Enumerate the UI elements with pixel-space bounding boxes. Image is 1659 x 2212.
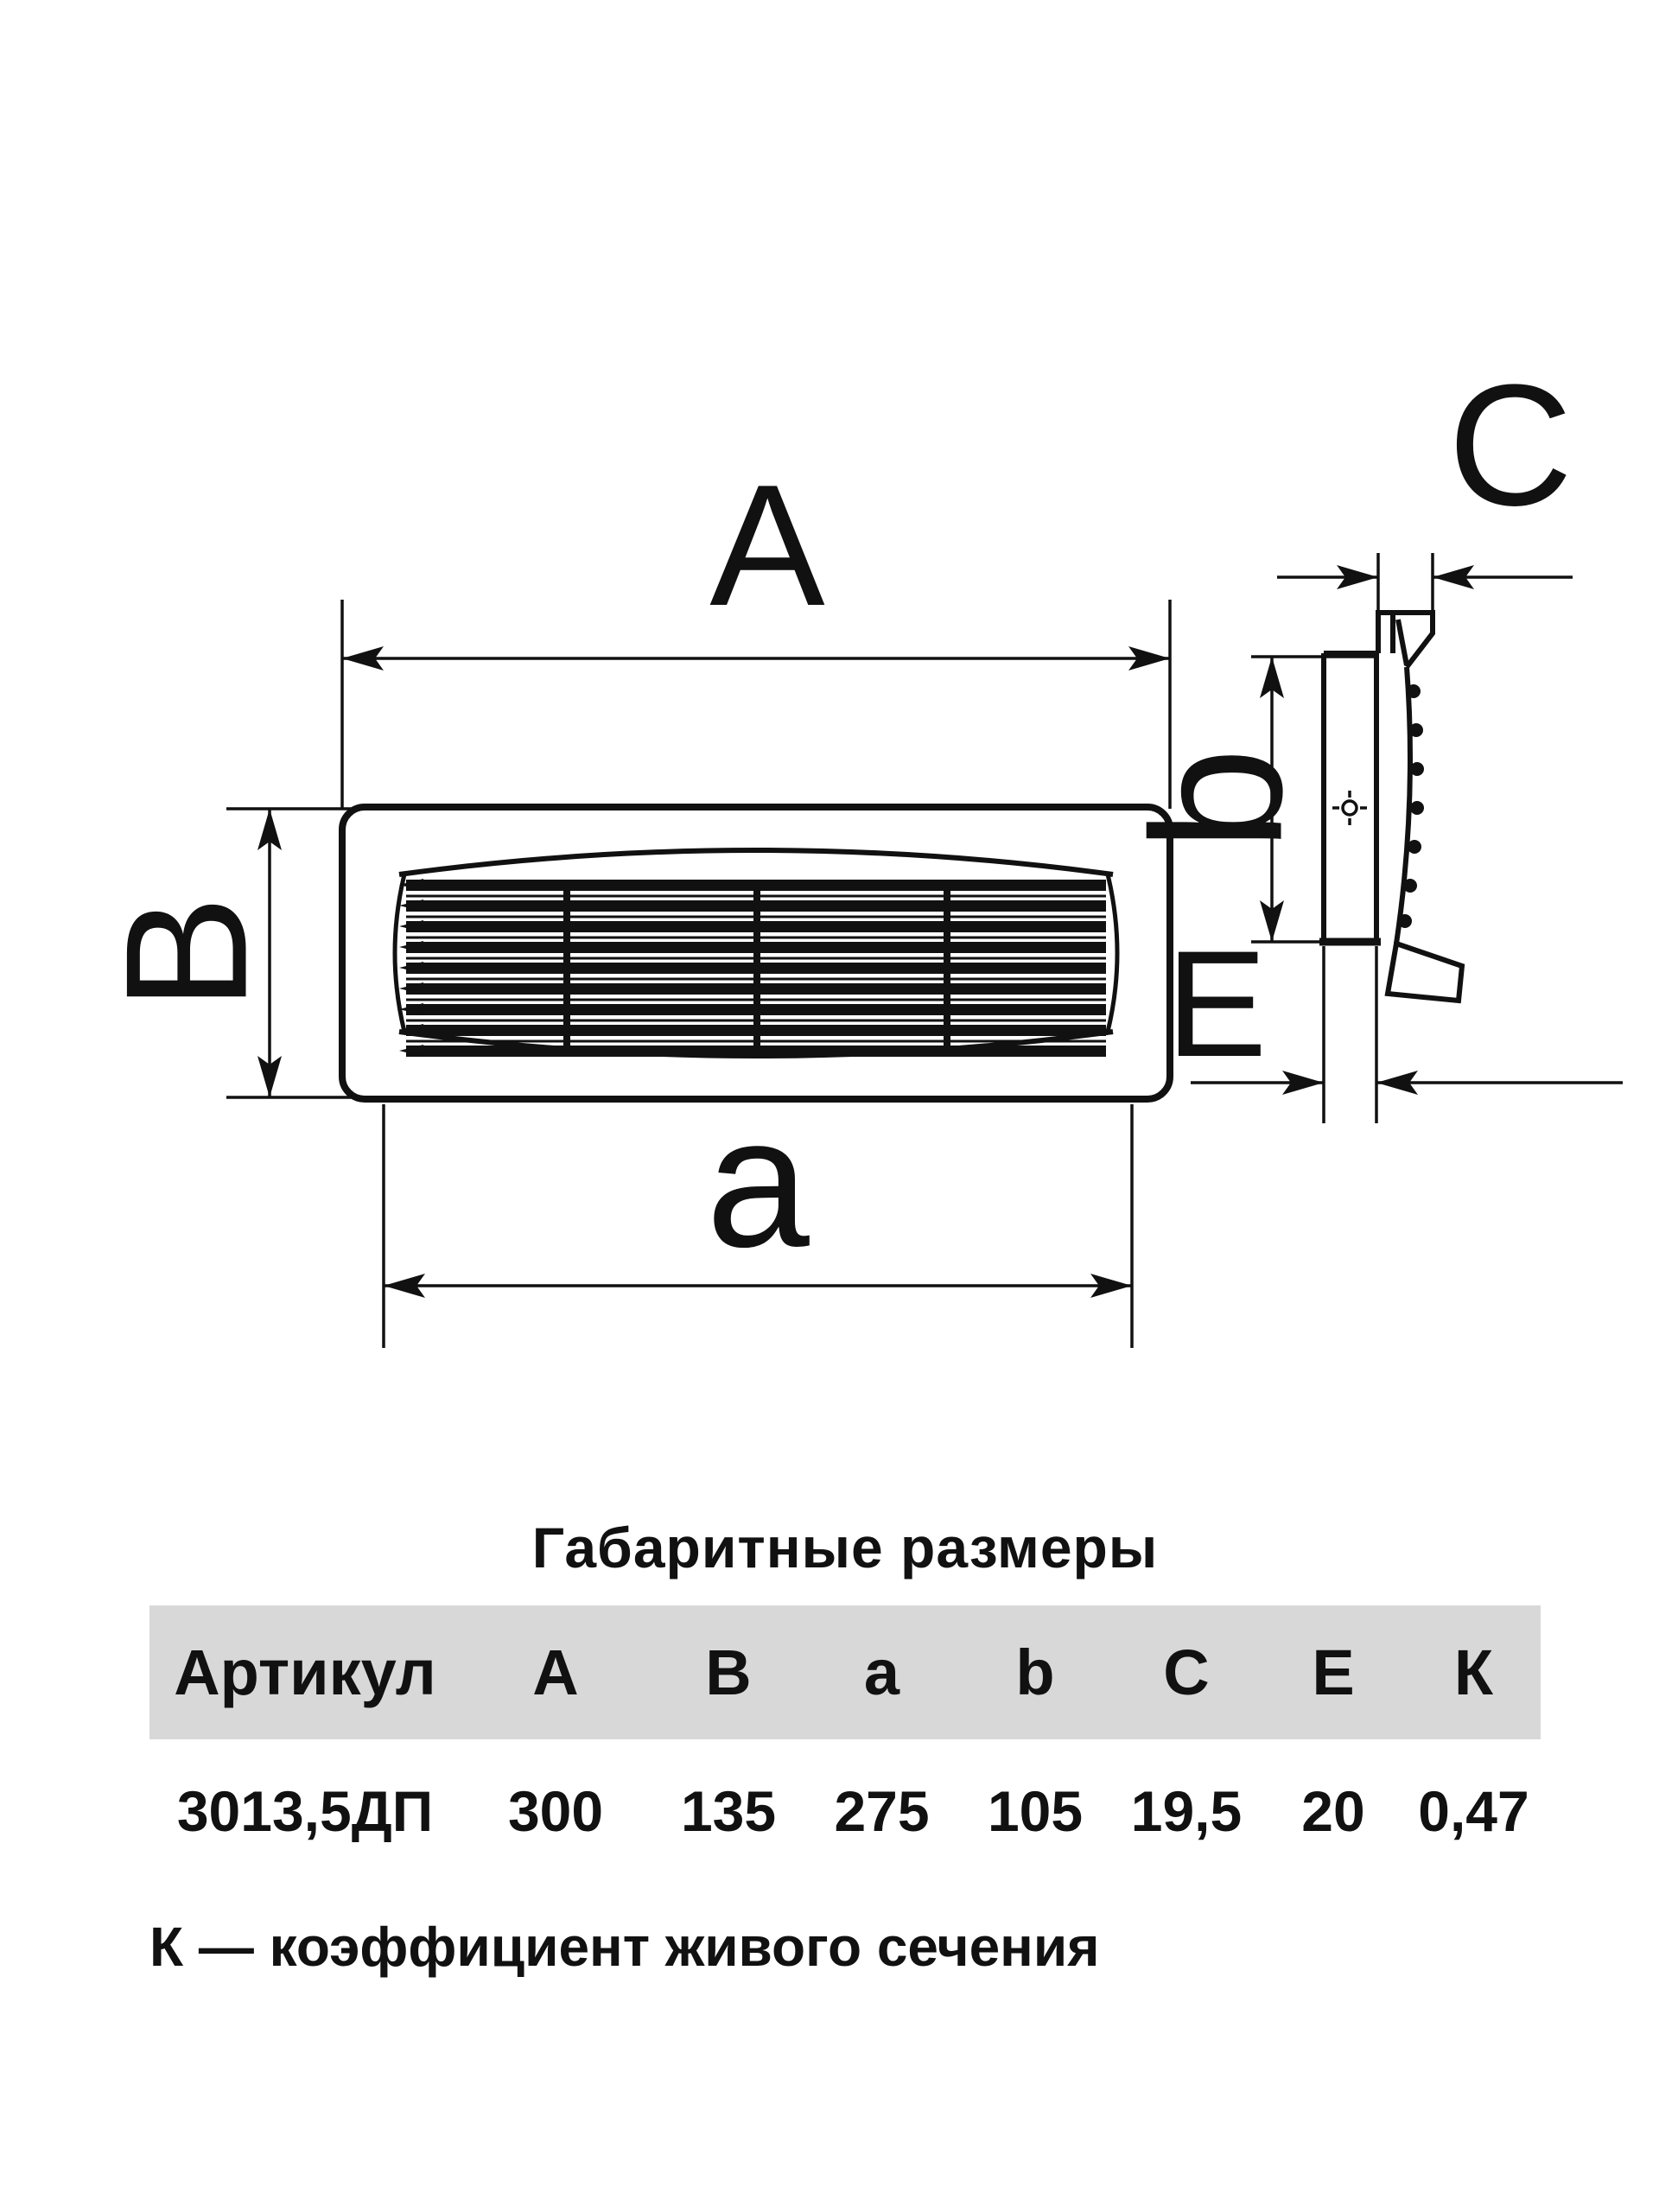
cell-b: 105 — [987, 1779, 1084, 1843]
dimension-label-E: E — [1166, 920, 1268, 1089]
cell-K: 0,47 — [1418, 1779, 1529, 1843]
louver-slats — [406, 880, 1106, 1057]
front-view — [342, 807, 1170, 1099]
table-data-row — [149, 1739, 1541, 1883]
table-header-E: Е — [1312, 1637, 1355, 1708]
table-header-b: b — [1015, 1637, 1055, 1708]
dimension-label-C: C — [1447, 349, 1573, 542]
table-header-a: а — [863, 1637, 900, 1708]
cell-E: 20 — [1301, 1779, 1365, 1843]
table-header-C: С — [1163, 1637, 1210, 1708]
footnote: К — коэффициент живого сечения — [149, 1916, 1100, 1978]
table-header-A: А — [532, 1637, 579, 1708]
side-cap-slant — [1398, 620, 1407, 665]
dimension-label-A: A — [709, 449, 825, 642]
table-header-K: К — [1453, 1637, 1494, 1708]
cell-C: 19,5 — [1130, 1779, 1243, 1843]
table-title: Габаритные размеры — [531, 1516, 1159, 1580]
table-header-row — [149, 1605, 1541, 1739]
dimension-label-a: a — [706, 1077, 810, 1286]
cell-B: 135 — [680, 1779, 777, 1843]
side-view — [1319, 613, 1462, 1001]
table-header-article: Артикул — [174, 1637, 436, 1708]
cell-article: 3013,5ДП — [176, 1779, 434, 1843]
center-mark-icon — [1332, 791, 1367, 825]
dimension-label-b: b — [1112, 747, 1321, 851]
louver-slat — [406, 1046, 1106, 1057]
louver-slat-ends — [399, 879, 423, 1057]
table-header-B: В — [705, 1637, 752, 1708]
panel-edge — [1396, 667, 1410, 944]
dimension-C — [1277, 553, 1573, 610]
dimension-label-B: B — [90, 895, 283, 1011]
cell-A: 300 — [507, 1779, 604, 1843]
panel-foot — [1388, 944, 1462, 1001]
cell-a: 275 — [834, 1779, 930, 1843]
